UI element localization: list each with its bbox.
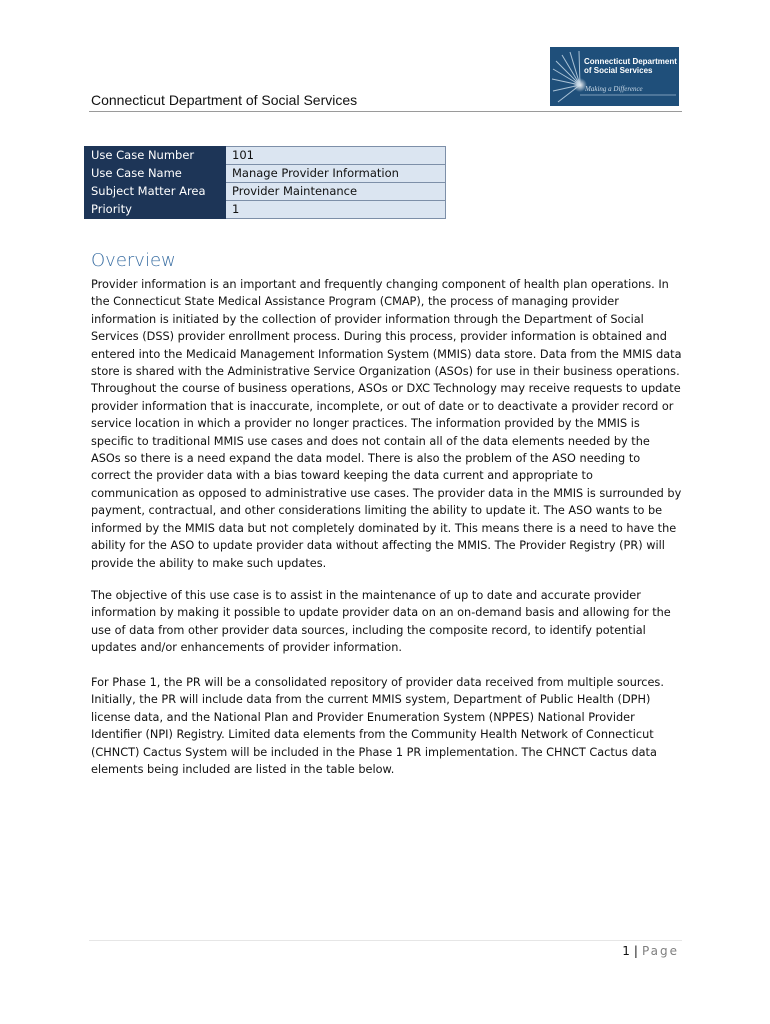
row-value: 101 <box>226 147 446 165</box>
dss-logo <box>550 47 679 106</box>
page-label: Page <box>641 944 679 958</box>
paragraph-1: Provider information is an important and frequently changing component of health plan operations. In the Connecticut State Medical Assistance Program (CMAP), the process of managing provider information is initiated by the collection of provider information through the Department of Social Services (DSS) provider enrollment process. During this process, provider information is obtained and entered into the Medicaid Management Information System (MMIS) data store. Data from the MMIS data store is shared with the Administrative Service Organization (ASOs) for use in their business operations. Throughout the course of business operations, ASOs or DXC Technology may receive requests to update provider information that is inaccurate, incomplete, or out of date or to deactivate a provider record or service location in which a provider no longer practices. The information provided by the MMIS is specific to traditional MMIS use cases and does not contain all of the data elements needed by the ASOs so there is a need expand the data model. There is also the problem of the ASO needing to correct the provider data with a bias toward keeping the data current and appropriate to communication as opposed to administrative use cases. The provider data in the MMIS is surrounded by payment, contractual, and other considerations limiting the ability to update it. The ASO wants to be informed by the MMIS data but not completely dominated by it. This means there is a need to have the ability for the ASO to update provider data without affecting the MMIS. The Provider Registry (PR) will provide the ability to make such updates. <box>91 278 682 570</box>
logo-line-2: of Social Services <box>584 66 653 75</box>
row-label: Subject Matter Area <box>85 183 226 201</box>
row-label: Use Case Number <box>85 147 226 165</box>
table-row <box>85 183 446 201</box>
table-row <box>85 147 446 165</box>
page-footer <box>622 944 679 958</box>
footer-separator: | <box>633 944 638 958</box>
row-value: Provider Maintenance <box>226 183 446 201</box>
row-label: Priority <box>85 201 226 219</box>
page-number: 1 <box>622 944 630 958</box>
row-value: Manage Provider Information <box>226 165 446 183</box>
document-header-title: Connecticut Department of Social Services <box>91 92 358 108</box>
footer-divider <box>89 940 682 941</box>
sunburst-icon <box>550 47 679 106</box>
logo-line-1: Connecticut Department <box>584 57 677 66</box>
header-divider <box>89 111 682 112</box>
table-row <box>85 165 446 183</box>
paragraph-2: The objective of this use case is to assist in the maintenance of up to date and accurate provider information by making it possible to update provider data on an on-demand basis and allowing for the use of data from other provider data sources, including the composite record, to identify potential updates and/or enhancements of provider information. <box>91 589 671 655</box>
row-value: 1 <box>226 201 446 219</box>
logo-tagline: Making a Difference <box>585 85 643 93</box>
row-label: Use Case Name <box>85 165 226 183</box>
paragraph-3: For Phase 1, the PR will be a consolidated repository of provider data received from multiple sources. Initially, the PR will include data from the current MMIS system, Department of Public Health (DPH) license data, and the National Plan and Provider Enumeration System (NPPES) National Provider Identifier (NPI) Registry. Limited data elements from the Community Health Network of Connecticut (CHNCT) Cactus System will be included in the Phase 1 PR implementation. The CHNCT Cactus data elements being included are listed in the table below. <box>91 676 664 777</box>
section-heading: Overview <box>91 250 176 271</box>
use-case-table <box>84 146 446 219</box>
table-row <box>85 201 446 219</box>
